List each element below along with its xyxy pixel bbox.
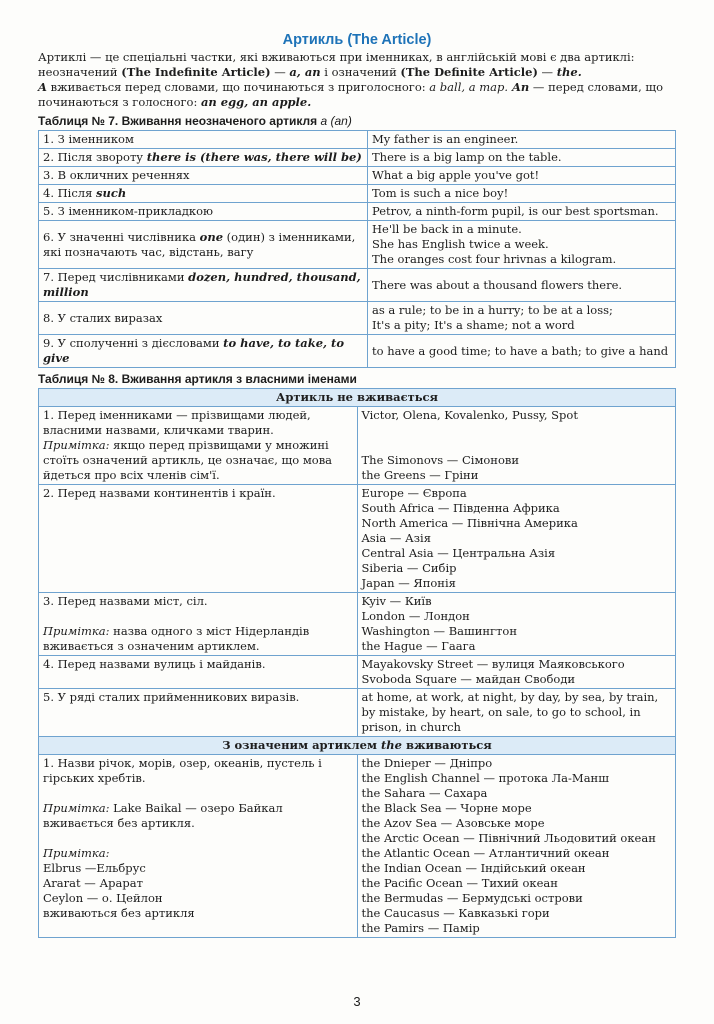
spacer	[43, 609, 353, 624]
intro-paragraph-1	[38, 50, 676, 80]
table-cell	[39, 221, 368, 269]
cell-text: 2. Після звороту	[43, 150, 147, 164]
intro-term: A	[38, 80, 47, 94]
intro-text: вживається перед словами, що починаються з приголосного:	[46, 80, 430, 94]
cell-line: Kyiv — Київ	[361, 594, 432, 608]
table-cell	[357, 407, 676, 485]
table-cell	[39, 335, 368, 368]
section-text: З означеним артиклем	[222, 738, 381, 752]
cell-line: the Atlantic Ocean — Атлантичний океан	[361, 846, 610, 860]
table-cell: Petrov, a ninth-form pupil, is our best sportsman.	[368, 203, 676, 221]
page-number: 3	[353, 994, 361, 1009]
table-cell: 4. Перед назвами вулиць і майданів.	[39, 656, 358, 689]
table-cell: 1. З іменником	[39, 131, 368, 149]
spacer	[43, 786, 353, 801]
cell-text: 1. Назви річок, морів, озер, океанів, пустель і гірських хребтів.	[43, 756, 322, 785]
section-header: Артикль не вживається	[39, 389, 676, 407]
intro-term: (The Definite Article)	[400, 65, 538, 79]
table-cell	[39, 149, 368, 167]
table-row	[39, 593, 676, 656]
cell-text: 9. У сполученні з дієсловами	[43, 336, 224, 350]
section-term: the	[380, 738, 402, 752]
cell-term: dozen, hundred, thousand, million	[43, 270, 361, 299]
cell-line: Svoboda Square — майдан Свободи	[361, 672, 576, 686]
table7-caption-suffix: a (an)	[320, 114, 352, 128]
cell-line: Central Asia — Центральна Азія	[361, 546, 556, 560]
cell-note	[43, 624, 353, 654]
cell-line: the Pamirs — Памір	[361, 921, 480, 935]
note-text: Lake Baikal — озеро Байкал вживається без артикля.	[43, 801, 283, 830]
cell-note	[43, 438, 353, 483]
table-cell: 5. З іменником-прикладкою	[39, 203, 368, 221]
cell-line: The Simonovs — Сімонови	[361, 453, 520, 467]
cell-text: 6. У значенні числівника	[43, 229, 200, 244]
table-cell: There is a big lamp on the table.	[368, 149, 676, 167]
table-row	[39, 149, 676, 167]
table-row	[39, 269, 676, 302]
table-row	[39, 689, 676, 737]
table8-caption: Таблиця № 8. Вживання артикля з власними іменами	[38, 372, 357, 386]
cell-line: вживаються без артикля	[43, 906, 195, 920]
intro-text: — перед словами, що починаються з голосного:	[38, 80, 664, 109]
cell-line: the Sahara — Сахара	[361, 786, 488, 800]
table7-caption	[38, 114, 676, 128]
intro-paragraph-2	[38, 80, 676, 110]
table-cell: 5. У ряді сталих прийменникових виразів.	[39, 689, 358, 737]
intro-term: An	[507, 80, 530, 94]
cell-line: Japan — Японія	[361, 576, 456, 590]
table-cell: 3. В окличних реченнях	[39, 167, 368, 185]
cell-term: one	[199, 229, 224, 244]
cell-line: London — Лондон	[361, 609, 470, 623]
cell-text: 3. Перед назвами міст, сіл.	[43, 594, 208, 608]
page-title: Артикль (The Article)	[282, 32, 432, 48]
intro-text: —	[537, 65, 557, 79]
table-cell: My father is an engineer.	[368, 131, 676, 149]
intro-example: an egg, an apple.	[200, 95, 312, 109]
intro-term: a, an	[289, 65, 321, 79]
note-text: якщо перед прізвищами у множині стоїть означений артикль, це означає, що мова йдеться про всіх членів сім'ї.	[43, 438, 333, 482]
table7	[38, 130, 676, 368]
spacer	[43, 831, 353, 846]
table-cell: to have a good time; to have a bath; to give a hand	[368, 335, 676, 368]
cell-term: there is (there was, there will be)	[146, 150, 362, 164]
cell-line: Siberia — Сибір	[361, 561, 457, 575]
table-cell	[357, 593, 676, 656]
note-label: Примітка:	[43, 438, 110, 452]
table-cell: 8. У сталих виразах	[39, 302, 368, 335]
page-content	[38, 32, 676, 938]
cell-line: Europe — Європа	[361, 486, 467, 500]
cell-line: Washington — Вашингтон	[361, 624, 517, 638]
intro-term: (The Indefinite Article)	[121, 65, 271, 79]
cell-text: 4. Після	[43, 186, 96, 200]
cell-line: the Arctic Ocean — Північний Льодовитий океан	[361, 831, 656, 845]
intro-text: Артиклі — це спеціальні частки, які вживаються при іменниках, в англійській мові є два артиклі: неозначений	[38, 50, 635, 79]
cell-line: the Bermudas — Бермудські острови	[361, 891, 583, 905]
cell-line: Ararat — Арарат	[43, 876, 143, 890]
table-section-row	[39, 389, 676, 407]
cell-line: the English Channel — протока Ла-Манш	[361, 771, 609, 785]
cell-line: It's a pity; It's a shame; not a word	[372, 318, 575, 332]
table-cell	[368, 221, 676, 269]
table-row	[39, 335, 676, 368]
cell-line: as a rule; to be in a hurry; to be at a loss;	[372, 303, 613, 317]
table8	[38, 388, 676, 938]
table-row	[39, 203, 676, 221]
cell-line: Mayakovsky Street — вулиця Маяковського	[361, 657, 625, 671]
cell-text: 1. Перед іменниками — прізвищами людей, власними назвами, кличками тварин.	[43, 408, 311, 437]
cell-line: Asia — Азія	[361, 531, 431, 545]
cell-line: He'll be back in a minute.	[372, 222, 522, 236]
table-cell: There was about a thousand flowers there.	[368, 269, 676, 302]
table-row	[39, 302, 676, 335]
cell-note	[43, 801, 353, 831]
table-row	[39, 755, 676, 938]
cell-line: the Pacific Ocean — Тихий океан	[361, 876, 558, 890]
table-cell	[39, 755, 358, 938]
section-text: вживаються	[401, 738, 492, 752]
table-cell	[39, 407, 358, 485]
table-cell: 2. Перед назвами континентів і країн.	[39, 485, 358, 593]
table-row	[39, 221, 676, 269]
cell-term: such	[96, 186, 127, 200]
note-text: назва одного з міст Нідерландів вживається з означеним артиклем.	[43, 624, 310, 653]
table-row	[39, 485, 676, 593]
cell-term: to have, to take, to give	[43, 336, 345, 365]
cell-line: the Dnieper — Дніпро	[361, 756, 493, 770]
table-cell: What a big apple you've got!	[368, 167, 676, 185]
table-cell	[357, 755, 676, 938]
table-cell: Tom is such a nice boy!	[368, 185, 676, 203]
cell-line: North America — Північна Америка	[361, 516, 578, 530]
table-row	[39, 185, 676, 203]
intro-text: і означений	[320, 65, 401, 79]
spacer	[362, 438, 672, 453]
note-label: Примітка:	[43, 801, 110, 815]
table-row	[39, 167, 676, 185]
cell-line: South Africa — Південна Африка	[361, 501, 560, 515]
cell-line: Ceylon — о. Цейлон	[43, 891, 163, 905]
table-cell	[39, 593, 358, 656]
table-row	[39, 407, 676, 485]
spacer	[362, 423, 672, 438]
cell-text: (один) з іменниками, які позначають час, відстань, вагу	[43, 229, 356, 259]
table-row	[39, 131, 676, 149]
intro-example: a ball, a map.	[429, 80, 508, 94]
table-section-row	[39, 737, 676, 755]
cell-line: Elbrus —Ельбрус	[43, 861, 146, 875]
cell-line: She has English twice a week.	[372, 237, 549, 251]
table-cell	[368, 302, 676, 335]
cell-line: the Azov Sea — Азовське море	[361, 816, 545, 830]
cell-line: the Indian Ocean — Індійський океан	[361, 861, 586, 875]
cell-line: Victor, Olena, Kovalenko, Pussy, Spot	[361, 408, 578, 422]
table-cell	[357, 656, 676, 689]
table-cell	[39, 185, 368, 203]
table-cell	[39, 269, 368, 302]
cell-line: The oranges cost four hrivnas a kilogram.	[372, 252, 617, 266]
cell-line: the Greens — Гріни	[361, 468, 479, 482]
table7-caption-text: Таблиця № 7. Вживання неозначеного артикля	[38, 114, 321, 128]
intro-term: the.	[556, 65, 582, 79]
intro-text: —	[270, 65, 290, 79]
cell-text: 7. Перед числівниками	[43, 270, 189, 284]
table-cell	[357, 485, 676, 593]
note-label: Примітка:	[43, 624, 110, 638]
note-label: Примітка:	[43, 846, 110, 860]
cell-line: the Hague — Гаага	[361, 639, 476, 653]
table-cell: at home, at work, at night, by day, by sea, by train, by mistake, by heart, on sale, to go to school, in prison, in church	[357, 689, 676, 737]
table-row	[39, 656, 676, 689]
cell-line: the Caucasus — Кавказькі гори	[361, 906, 550, 920]
section-header	[39, 737, 676, 755]
cell-line: the Black Sea — Чорне море	[361, 801, 532, 815]
